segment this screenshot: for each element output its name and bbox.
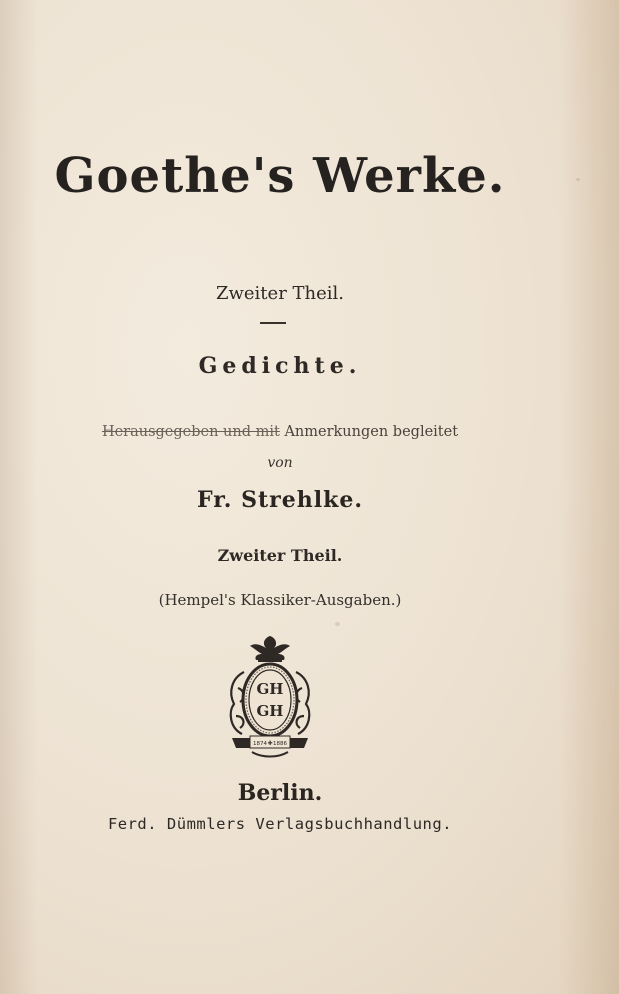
editor-note-rest: Anmerkungen begleitet	[284, 424, 459, 440]
svg-text:✚: ✚	[267, 740, 273, 747]
book-title: Goethe's Werke.	[54, 148, 506, 204]
subject-heading: Gedichte.	[198, 353, 362, 379]
volume-part-top: Zweiter Theil.	[215, 283, 345, 304]
publication-city: Berlin.	[237, 780, 323, 806]
seal-monogram-bottom: GH	[256, 702, 284, 720]
series-name: (Hempel's Klassiker-Ausgaben.)	[158, 591, 402, 609]
seal-year-left: 1874	[253, 741, 267, 747]
seal-monogram-top: GH	[256, 680, 284, 698]
editor-name: Fr. Strehlke.	[196, 487, 363, 513]
publisher-name: Ferd. Dümmlers Verlagsbuchhandlung.	[107, 815, 453, 833]
by-word: von	[267, 455, 293, 471]
editor-note-struck: Herausgegeben und mit	[101, 424, 280, 440]
divider-rule	[260, 322, 286, 324]
volume-part-bottom: Zweiter Theil.	[217, 546, 343, 565]
editor-note	[0, 424, 560, 440]
paper-spot	[335, 622, 340, 626]
seal-year-right: 1886	[273, 741, 287, 747]
publisher-seal-icon	[222, 632, 318, 760]
paper-spot	[576, 178, 580, 181]
